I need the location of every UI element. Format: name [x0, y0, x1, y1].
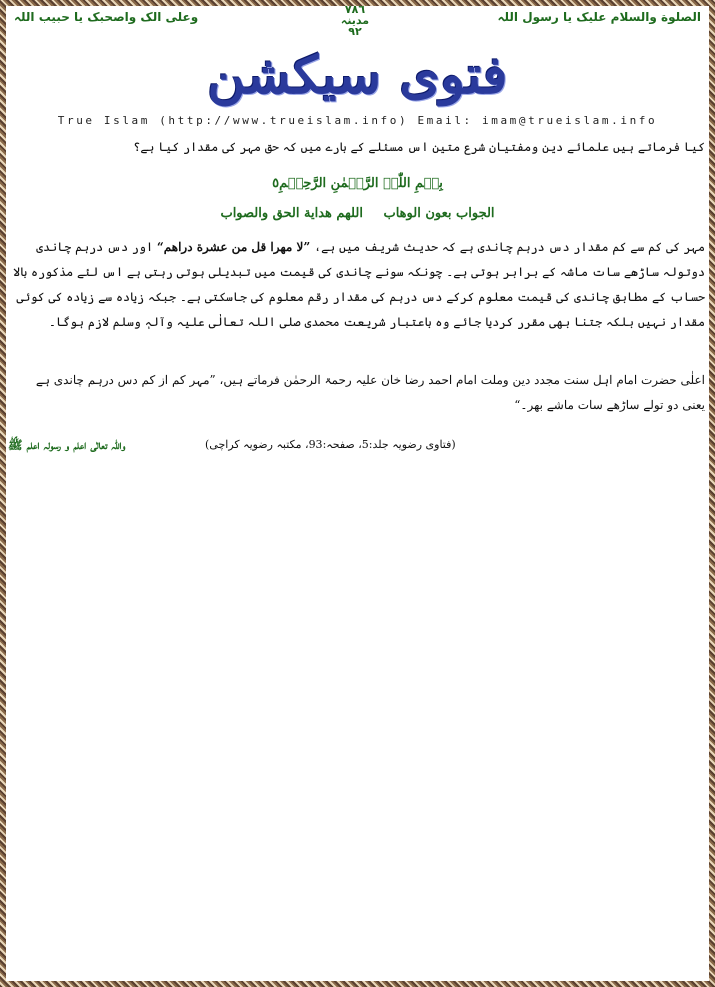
contact-line: True Islam (http://www.trueislam.info) Email: imam@trueislam.info	[57, 114, 658, 127]
answer-paragraph-2: اعلٰی حضرت امام اہل سنت مجدد دین وملت امام احمد رضا خان علیہ رحمۃ الرحمٰن فرماتے ہیں، ”مہر کم از کم دس درہم چاندی ہے یعنی دو تولے ساڑھے سات ماشے بھر۔“	[35, 373, 705, 412]
answer-paragraph-1	[10, 235, 705, 335]
answer-heading-part2: اللهم هداية الحق والصواب	[220, 206, 363, 221]
header-salutation-left: وعلی الک واصحبک یا حبیب اللہ	[14, 10, 199, 24]
paragraph1-intro: مہر کی کم سے کم مقدار دس درہم چاندی ہے کہ حدیث شریف میں ہے،	[314, 240, 705, 254]
question-text: کیا فرماتے ہیں علمائے دین ومفتیان شرع متین اس مسئلے کے بارے میں کہ حق مہر کی مقدار کیا ہے؟	[133, 140, 705, 154]
page-title: فتوی سیکشن	[207, 45, 508, 106]
header-number-top: ٧٨٦	[344, 3, 366, 16]
answer-heading	[0, 206, 715, 221]
hadith-quote: ”لا مهرا قل من عشرة دراهم“	[156, 240, 311, 254]
book-reference: (فتاوی رضویہ جلد:5، صفحہ:93، مکتبہ رضویہ کراچی)	[205, 438, 456, 451]
header-salutation-right: الصلوة والسلام علیک یا رسول اللہ	[497, 10, 701, 24]
header-middle-word: مدینہ	[340, 14, 370, 27]
answer-heading-part1: الجواب بعون الوهاب	[383, 206, 495, 221]
header-number-block	[330, 4, 380, 37]
closing-salutation: واللہ تعالٰی اعلم و رسولہ اعلم ﷺ	[8, 438, 126, 452]
bismillah: بِسۡمِ اللّٰہِ الرَّحۡمٰنِ الرَّحِیۡمِ٥	[272, 176, 443, 191]
header-number-bottom: ٩٢	[348, 25, 362, 38]
paragraph1-body: اور دس درہم چاندی دوتولہ ساڑھے سات ماشہ کے برابر ہوتی ہے۔ چونکہ سونے چاندی کی قیمت میں تبدیلی ہوتی رہتی ہے اس لئے مذکورہ بالا حساب کے مطابق چاندی کی قیمت معلوم کرکے دس درہم کی مقدار رقم معلوم کی جاسکتی ہے۔ جبکہ زیادہ سے زیادہ کی کوئی مقدار نہیں بلکہ جتنا بھی مقرر کردیا جائے وہ باعتبار شریعت محمدی صلی اللہ تعالٰی علیہ وآلہٖ وسلم لازم ہوگا۔	[13, 240, 705, 329]
closing-line	[10, 438, 705, 458]
